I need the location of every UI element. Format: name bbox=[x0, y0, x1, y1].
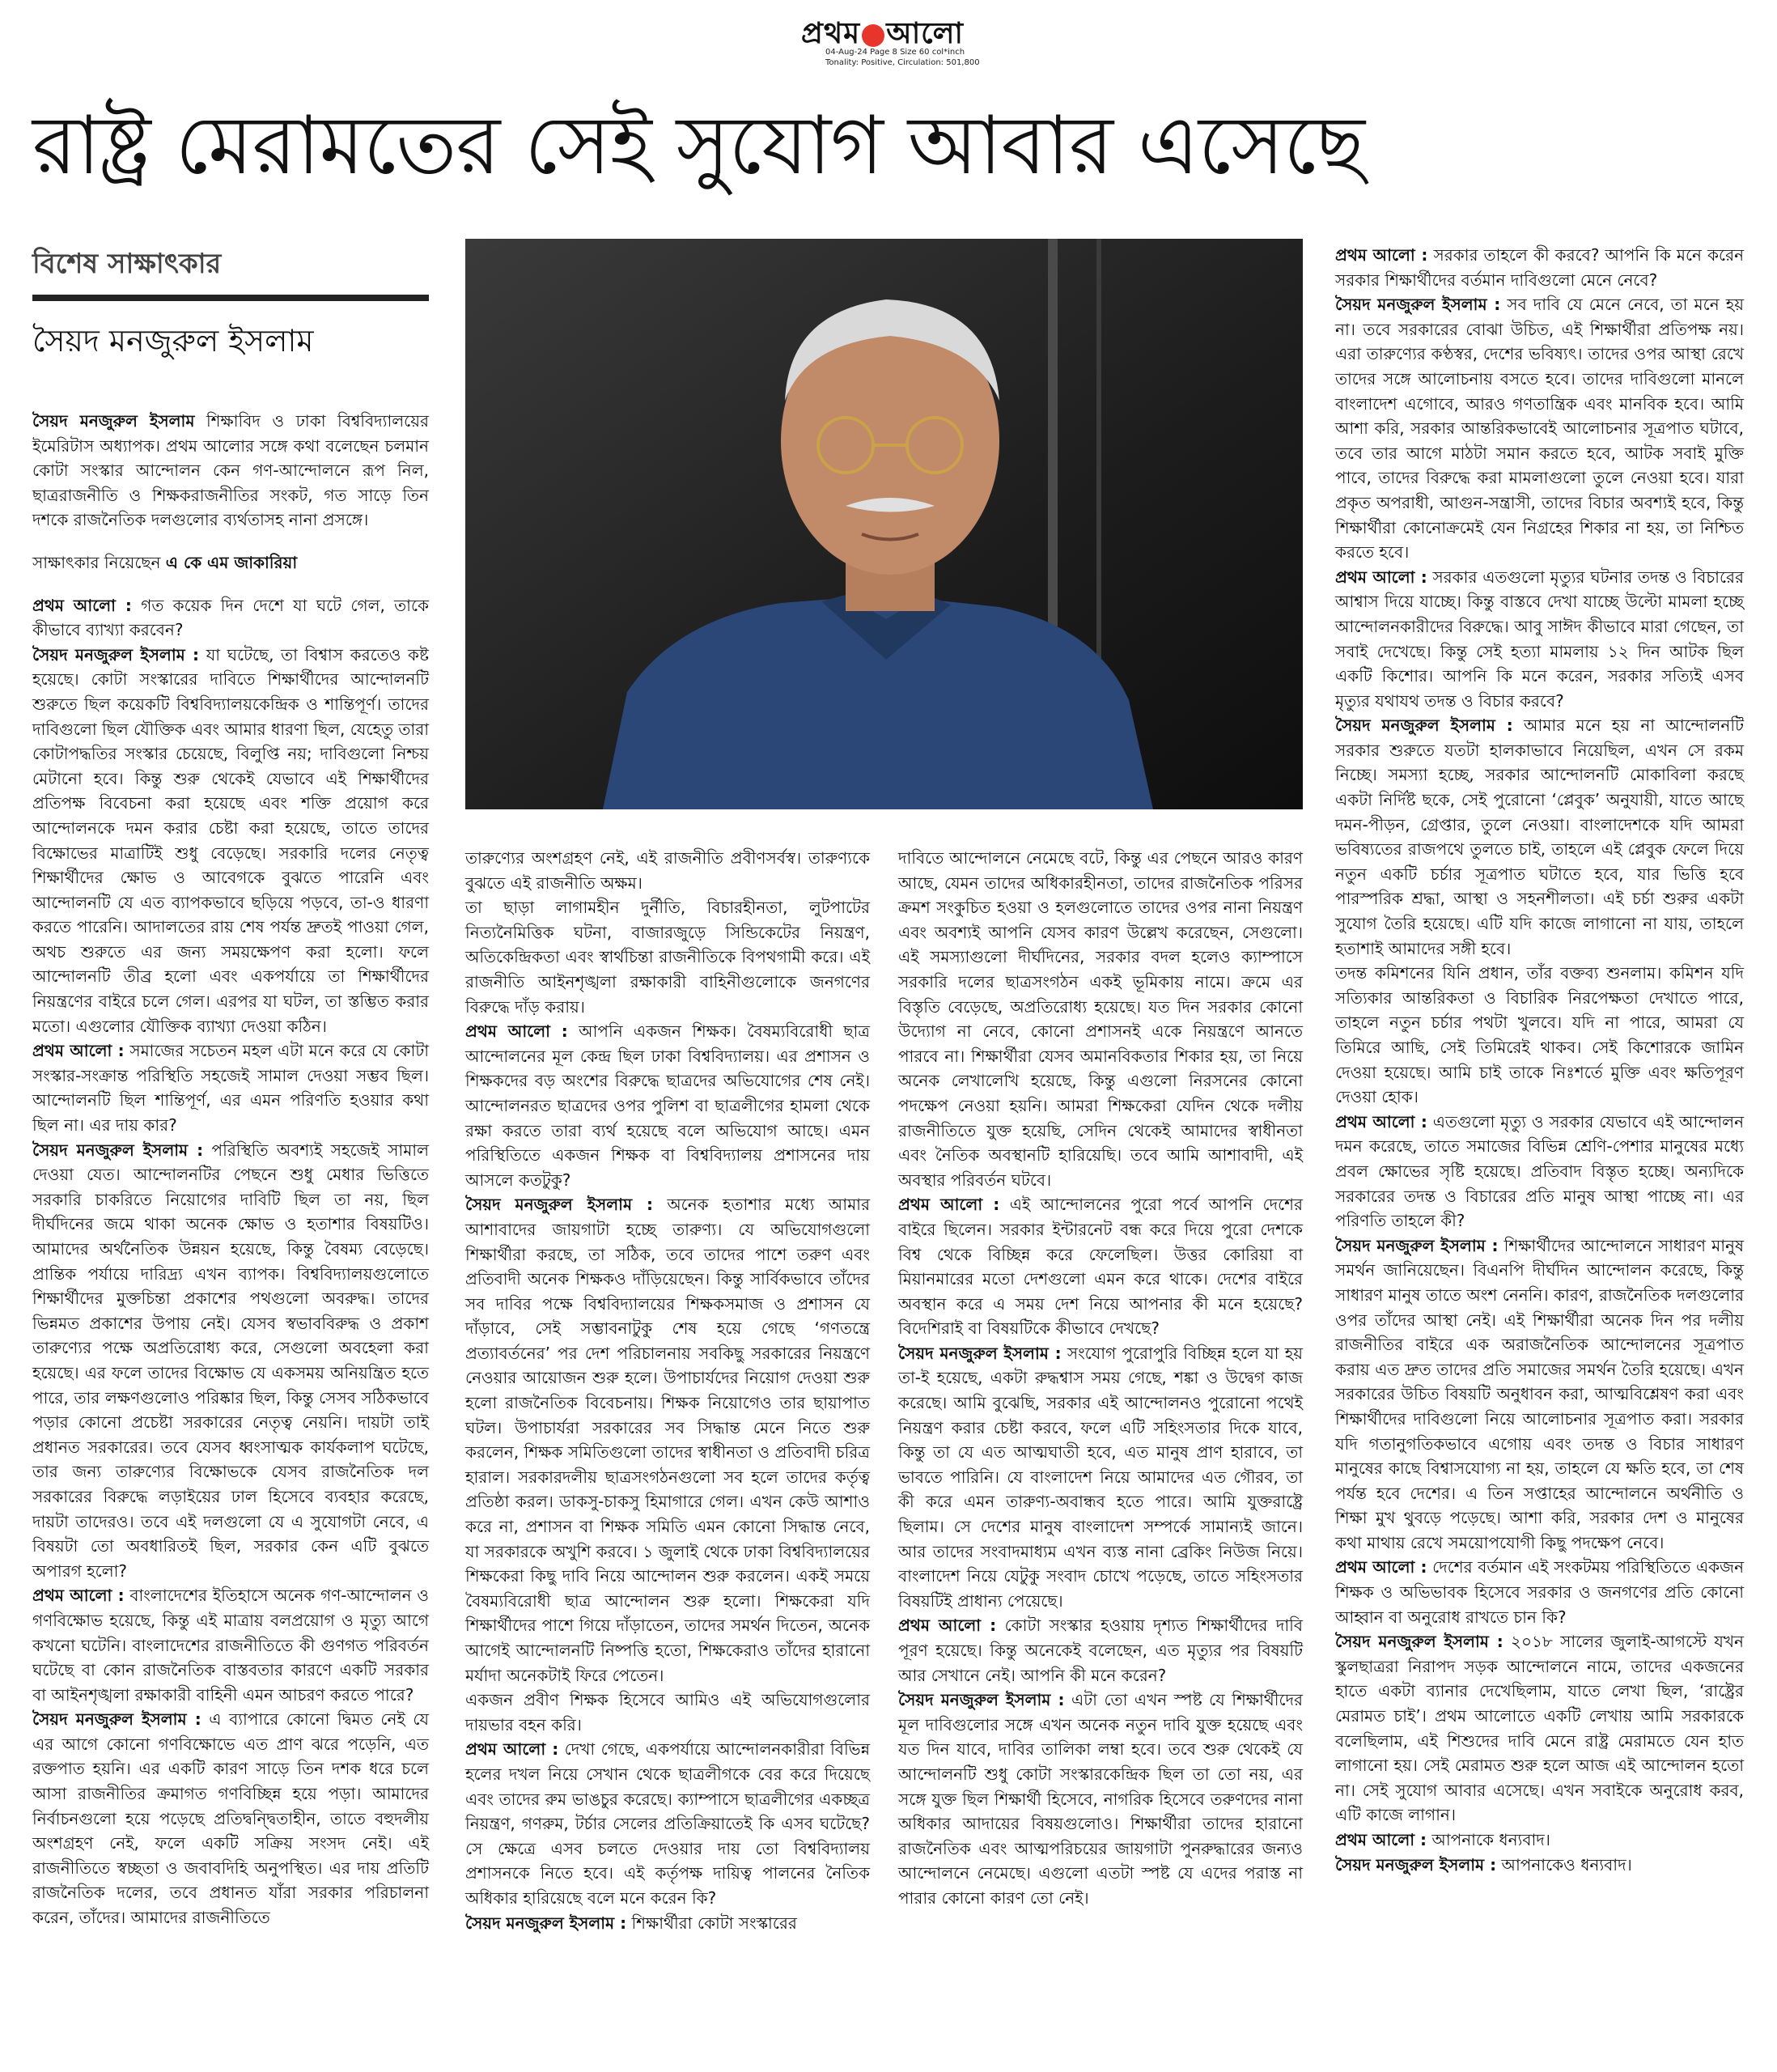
question-label: প্রথম আলো : bbox=[32, 1041, 125, 1061]
answer-paragraph bbox=[898, 1688, 1303, 1910]
answer-label: সৈয়দ মনজুরুল ইসলাম : bbox=[898, 1343, 1062, 1363]
clipping-meta bbox=[825, 47, 1003, 68]
paragraph-text: দেশের বর্তমান এই সংকটময় পরিস্থিতিতে একজন শিক্ষক ও অভিভাবক হিসেবে সরকার ও জনগণের প্রতি কোনো আহ্বান বা অনুরোধ রাখতে চান কি? bbox=[1335, 1557, 1745, 1627]
question-paragraph bbox=[898, 1613, 1303, 1688]
paragraph-text: কোটা সংস্কার হওয়ায় দৃশ্যত শিক্ষার্থীদের দাবি পূরণ হয়েছে। কিন্তু অনেকেই বলেছেন, এত মৃত্যুর পর বিষয়টি আর সেখানে নেই। আপনি কী মনে করেন? bbox=[898, 1616, 1303, 1685]
paragraph-text: শিক্ষার্থীরা কোটা সংস্কারের bbox=[631, 1913, 797, 1933]
answer-paragraph bbox=[465, 1192, 870, 1688]
answer-label: সৈয়দ মনজুরুল ইসলাম : bbox=[465, 1195, 654, 1215]
answer-paragraph bbox=[1335, 1233, 1744, 1556]
column-1 bbox=[32, 409, 429, 1930]
question-label: প্রথম আলো : bbox=[898, 1616, 997, 1636]
paragraph-text: আমার মনে হয় না আন্দোলনটি সরকার শুরুতে যতটা হালকাভাবে নিয়েছিল, এখন সে রকম নিচ্ছে। সমস্যা হচ্ছে, সরকার আন্দোলনটি মোকাবিলা করছে একটা নির্দিষ্ট ছকে, সেই পুরোনো ‘প্লেবুক’ অনুযায়ী, যাতে আছে দমন-পীড়ন, গ্রেপ্তার, তুলে নেওয়া। বাংলাদেশকে যদি আমরা ভবিষ্যতের রাজপথে তুলতে চাই, তাহলে এই প্লেবুক ফেলে দিয়ে নতুন একটি চর্চার সূত্রপাত ঘটাতে হবে, যার ভিত্তি হবে পারস্পরিক শ্রদ্ধা, আস্থা ও সহনশীলতা। এই চর্চা শুরুর একটা সুযোগ তৈরি হয়েছে। এটি যদি কাজে লাগানো না যায়, তাহলে হতাশাই আমাদের সঙ্গী হবে। bbox=[1335, 715, 1744, 958]
paragraph-text: শিক্ষার্থীদের আন্দোলনে সাধারণ মানুষ সমর্থন জানিয়েছেন। বিএনপি দীর্ঘদিন আন্দোলন করেছে, কিন্তু সাধারণ মানুষ তাতে অংশ নেননি। কারণ, রাজনৈতিক দলগুলোর ওপর তাঁদের আস্থা নেই। এই শিক্ষার্থীরা অনেক দিন পর দলীয় রাজনীতির বাইরে এক অরাজনৈতিক আন্দোলনের সূত্রপাত করায় এত দ্রুত তাদের প্রতি সমাজের সমর্থন তৈরি হয়েছে। এখন সরকারের উচিত বিষয়টি অনুধাবন করা, আত্মবিশ্লেষণ করা এবং শিক্ষার্থীদের দাবিগুলো নিয়ে আলোচনার সূত্রপাত করা। সরকার যদি গতানুগতিকভাবে এগোয় এবং তদন্ত ও বিচার সাধারণ মানুষের কাছে বিশ্বাসযোগ্য না হয়, তাহলে যে ক্ষতি হবে, তা শেষ পর্যন্ত হবে দেশের। এ তিন সপ্তাহের আন্দোলনে অর্থনীতি ও শিক্ষা মুখ থুবড়ে পড়েছে। আশা করি, সরকার দেশ ও মানুষের কথা মাথায় রেখে সময়োপযোগী কিছু পদক্ষেপ নেবে। bbox=[1335, 1235, 1744, 1552]
question-paragraph bbox=[465, 1737, 870, 1910]
answer-label: সৈয়দ মনজুরুল ইসলাম : bbox=[32, 1140, 204, 1160]
question-label: প্রথম আলো : bbox=[1335, 1111, 1427, 1132]
paragraph-text: পরিস্থিতি অবশ্যই সহজেই সামাল দেওয়া যেত। আন্দোলনটির পেছনে শুধু মেধার ভিত্তিতে সরকারি চাকরিতে নিয়োগের দাবিটি ছিল তা নয়, ছিল দীর্ঘদিনের জমে থাকা অনেক ক্ষোভ ও হতাশার বিষয়টিও। আমাদের অর্থনৈতিক উন্নয়ন হয়েছে, কিন্তু বৈষম্য বেড়েছে। প্রান্তিক পর্যায়ে দারিদ্র্য এখন ব্যাপক। বিশ্ববিদ্যালয়গুলোতে শিক্ষার্থীদের মুক্তচিন্তা প্রকাশের পথগুলো অবরুদ্ধ। তাদের ভিন্নমত প্রকাশের উপায় নেই। যেসব স্বভাববিরুদ্ধ ও প্রকাশ তারুণ্যের পক্ষে অপ্রতিরোধ্য করে, সেগুলো অবহেলা করা হয়েছে। এর ফলে তাদের বিক্ষোভ যে একসময় অনিয়ন্ত্রিত হতে পারে, তার লক্ষণগুলোও পরিষ্কার ছিল, কিন্তু সেসব সঠিকভাবে পড়ার কোনো প্রচেষ্টা সরকারের নেতৃত্ব নেয়নি। দায়টা তাই প্রধানত সরকারের। তবে যেসব ধ্বংসাত্মক কার্যকলাপ ঘটেছে, তার জন্য তারুণ্যের বিক্ষোভকে যেসব রাজনৈতিক দল সরকারের বিরুদ্ধে লড়াইয়ের ঢাল হিসেবে ব্যবহার করেছে, দায়টা তাদেরও। তবে এই দলগুলো যে এ সুযোগটা নেবে, এ বিষয়টা তো অবধারিতই ছিল, সরকার কেন এটি বুঝতে অপারগ হলো? bbox=[32, 1140, 430, 1581]
paragraph-text: সব দাবি যে মেনে নেবে, তা মনে হয় না। তবে সরকারের বোঝা উচিত, এই শিক্ষার্থীরা প্রতিপক্ষ নয়। এরা তারুণ্যের কণ্ঠস্বর, দেশের ভবিষ্যৎ। তাদের ওপর আস্থা রেখে তাদের সঙ্গে আলোচনায় বসতে হবে। তাদের দাবিগুলো মানলে বাংলাদেশ এগোবে, আরও গণতান্ত্রিক এবং মানবিক হবে। আমি আশা করি, সরকার আন্তরিকভাবেই আলোচনার সূত্রপাত ঘটাবে, তবে তার আগে মাঠটা সমান করতে হবে, আটক সবাই মুক্তি পাবে, তাদের বিরুদ্ধে করা মামলাগুলো তুলে নেওয়া হবে। যারা প্রকৃত অপরাধী, আগুন-সন্ত্রাসী, তাদের বিচার অবশ্যই হবে, কিন্তু শিক্ষার্থীরা কোনোক্রমেই যেন নিগ্রহের শিকার না হয়, তা নিশ্চিত করতে হবে। bbox=[1335, 295, 1745, 563]
answer-paragraph bbox=[1335, 1629, 1744, 1828]
question-paragraph bbox=[1335, 1555, 1744, 1629]
answer-label: সৈয়দ মনজুরুল ইসলাম : bbox=[32, 1709, 201, 1730]
question-label: প্রথম আলো : bbox=[465, 1021, 568, 1042]
answer-paragraph bbox=[898, 1341, 1303, 1614]
paragraph-text: দেখা গেছে, একপর্যায়ে আন্দোলনকারীরা বিভিন্ন হলের দখল নিয়ে সেখান থেকে ছাত্রলীগকে বের করে দিয়েছে এবং তাদের রুম ভাঙচুর করেছে। ক্যাম্পাসে ছাত্রলীগের একচ্ছত্র নিয়ন্ত্রণ, গণরুম, টর্চার সেলের প্রতিক্রিয়াতেই কি এসব ঘটেছে? সে ক্ষেত্রে এসব চলতে দেওয়ার দায় তো বিশ্ববিদ্যালয় প্রশাসনকে নিতে হবে। এই কর্তৃপক্ষ দায়িত্ব পালনের নৈতিক অধিকার হারিয়েছে বলে মনে করেন কি? bbox=[465, 1739, 870, 1908]
question-paragraph bbox=[465, 1019, 870, 1192]
paragraph-text: দাবিতে আন্দোলনে নেমেছে বটে, কিন্তু এর পেছনে আরও কারণ আছে, যেমন তাদের অধিকারহীনতা, তাদের রাজনৈতিক পরিসর ক্রমশ সংকুচিত হওয়া ও হলগুলোতে তাদের ওপর নানা নিয়ন্ত্রণ এবং অবশ্যই আপনি যেসব কারণ উল্লেখ করেছেন, সেগুলো। এই সমস্যাগুলো দীর্ঘদিনের, সরকার বদল হলেও ক্যাম্পাসে সরকারি দলের ছাত্রসংগঠন একই ভূমিকায় নামে। ক্রমে এর বিস্তৃতি বেড়েছে, অপ্রতিরোধ্য হয়েছে। যত দিন সরকার কোনো উদ্যোগ না নেবে, কোনো প্রশাসনই একে নিয়ন্ত্রণে আনতে পারবে না। শিক্ষার্থীরা যেসব অমানবিকতার শিকার হয়, তা নিয়ে অনেক লেখালেখি হয়েছে, কিন্তু এগুলো নিরসনের কোনো পদক্ষেপ নেওয়া হয়নি। আমরা শিক্ষকেরা যেদিন থেকে দলীয় রাজনীতিতে যুক্ত হয়েছি, সেদিন থেকেই আমাদের স্বাধীনতা এবং নৈতিক অবস্থানটি হারিয়েছি। তবে আমি আশাবাদী, এই অবস্থার পরিবর্তন ঘটবে। bbox=[898, 848, 1303, 1190]
paragraph-text: সমাজের সচেতন মহল এটা মনে করে যে কোটা সংস্কার-সংক্রান্ত পরিস্থিতি সহজেই সামাল দেওয়া সম্ভব ছিল। আন্দোলনটি ছিল শান্তিপূর্ণ, এর এমন পরিণতি হওয়ার কথা ছিল না। এর দায় কার? bbox=[32, 1041, 430, 1136]
byline: সৈয়দ মনজুরুল ইসলাম bbox=[32, 323, 314, 359]
answer-paragraph bbox=[1335, 292, 1744, 565]
intro-paragraph bbox=[32, 409, 429, 533]
column-4 bbox=[1335, 243, 1744, 1877]
question-paragraph bbox=[1335, 565, 1744, 714]
paragraph-text: সংযোগ পুরোপুরি বিচ্ছিন্ন হলে যা হয় তা-ই হয়েছে, একটা রুদ্ধশ্বাস সময় গেছে, শঙ্কা ও উদ্বেগ কাজ করেছে। আমি বুঝেছি, সরকার এই আন্দোলনও পুরোনো পথেই নিয়ন্ত্রণ করার চেষ্টা করবে, ফলে এটি সহিংসতার দিকে যাবে, কিন্তু তা যে এত আত্মঘাতী হবে, এত মানুষ প্রাণ হারাবে, তা ভাবতে পারিনি। যে বাংলাদেশ নিয়ে আমাদের এত গৌরব, তা কী করে এমন তারুণ্য-অবান্ধব হতে পারে। আমি যুক্তরাষ্ট্রে ছিলাম। সে দেশের মানুষ বাংলাদেশ সম্পর্কে সামান্যই জানে। আর তাদের সংবাদমাধ্যম এখন ব্যস্ত নানা ব্রেকিং নিউজ নিয়ে। বাংলাদেশ নিয়ে যেটুকু সংবাদ চোখে পড়েছে, তাতে সহিংসতার বিষয়টিই প্রাধান্য পেয়েছে। bbox=[898, 1343, 1303, 1611]
question-paragraph bbox=[1335, 243, 1744, 292]
answer-paragraph bbox=[32, 1707, 429, 1930]
question-label: প্রথম আলো : bbox=[32, 1586, 125, 1606]
headline: রাষ্ট্র মেরামতের সেই সুযোগ আবার এসেছে bbox=[32, 98, 1364, 193]
question-paragraph bbox=[32, 593, 429, 643]
intro-name: সৈয়দ মনজুরুল ইসলাম bbox=[32, 411, 195, 431]
paragraph-text: তা ছাড়া লাগামহীন দুর্নীতি, বিচারহীনতা, লুটপাটের নিত্যনৈমিত্তিক ঘটনা, বাজারজুড়ে সিন্ডিকেটের নিয়ন্ত্রণ, অতিকেন্দ্রিকতা এবং স্বার্থচিন্তা রাজনীতিকে বিপথগামী করে। এই রাজনীতি আইনশৃঙ্খলা রক্ষাকারী বাহিনীগুলোকে জনগণের বিরুদ্ধে দাঁড় করায়। bbox=[465, 898, 870, 1017]
paragraph-text: বাংলাদেশের ইতিহাসে অনেক গণ-আন্দোলন ও গণবিক্ষোভ হয়েছে, কিন্তু এই মাত্রায় বলপ্রয়োগ ও মৃত্যু আগে কখনো ঘটেনি। বাংলাদেশের রাজনীতিতে কী গুণগত পরিবর্তন ঘটেছে বা কোন রাজনৈতিক বাস্তবতার কারণে একটি সরকার বা আইনশৃঙ্খলা রক্ষাকারী বাহিনী এমন আচরণ করতে পারে? bbox=[32, 1586, 429, 1705]
answer-label: সৈয়দ মনজুরুল ইসলাম : bbox=[1335, 1235, 1499, 1255]
answer-paragraph bbox=[32, 1138, 429, 1584]
answer-paragraph bbox=[465, 1911, 870, 1936]
paragraph-text: সরকার তাহলে কী করবে? আপনি কি মনে করেন সরকার শিক্ষার্থীদের বর্তমান দাবিগুলো মেনে নেবে? bbox=[1335, 245, 1745, 290]
portrait-illustration bbox=[465, 239, 1303, 809]
question-label: প্রথম আলো : bbox=[1335, 1830, 1427, 1849]
portrait-photo bbox=[465, 239, 1303, 809]
paragraph-text: এতগুলো মৃত্যু ও সরকার যেভাবে এই আন্দোলন দমন করেছে, তাতে সমাজের বিভিন্ন শ্রেণি-পেশার মানুষের মধ্যে প্রবল ক্ষোভের সৃষ্টি হয়েছে। প্রতিবাদ বিস্তৃত হচ্ছে। অন্যদিকে সরকারের তদন্ত ও বিচারের প্রতি মানুষ আস্থা পাচ্ছে না। এর পরিণতি তাহলে কী? bbox=[1335, 1111, 1745, 1231]
answer-label: সৈয়দ মনজুরুল ইসলাম : bbox=[1335, 1632, 1503, 1652]
answer-paragraph bbox=[1335, 1853, 1744, 1878]
column-2 bbox=[465, 846, 870, 1935]
intro-credit-prefix: সাক্ষাৎকার নিয়েছেন bbox=[32, 552, 166, 572]
question-label: প্রথম আলো : bbox=[32, 595, 132, 615]
masthead-name-left: প্রথম bbox=[801, 16, 861, 50]
paragraph-text: এ ব্যাপারে কোনো দ্বিমত নেই যে এর আগে কোনো গণবিক্ষোভে এত প্রাণ ঝরে পড়েনি, এত রক্তপাত হয়নি। এর একটি কারণ সাড়ে তিন দশক ধরে চলে আসা রাজনীতির ক্রমাগত গণবিচ্ছিন্ন হয়ে পড়া। আমাদের নির্বাচনগুলো হয়ে পড়েছে প্রতিদ্বন্দ্বিতাহীন, তাতে বহুদলীয় অংশগ্রহণ নেই, ফলে একটি সক্রিয় সংসদ নেই। এই রাজনীতিতে স্বচ্ছতা ও জবাবদিহি অনুপস্থিত। এর দায় প্রতিটি রাজনৈতিক দলের, তবে প্রধানত যাঁরা সরকার পরিচালনা করেন, তাঁদের। আমাদের রাজনীতিতে bbox=[32, 1709, 429, 1928]
clipping-meta-line2: Tonality: Positive, Circulation: 501,800 bbox=[825, 58, 980, 67]
sun-icon bbox=[862, 24, 884, 47]
question-label: প্রথম আলো : bbox=[465, 1739, 559, 1760]
masthead-logo bbox=[801, 11, 987, 50]
kicker: বিশেষ সাক্ষাৎকার bbox=[32, 248, 222, 280]
answer-label: সৈয়দ মনজুরুল ইসলাম : bbox=[465, 1913, 627, 1933]
paragraph-text: সরকার এতগুলো মৃত্যুর ঘটনার তদন্ত ও বিচারের আশ্বাস দিয়ে যাচ্ছে। কিন্তু বাস্তবে দেখা যাচ্ছে উল্টো মামলা হচ্ছে আন্দোলনকারীদের বিরুদ্ধে। আবু সাঈদ কীভাবে মারা গেছেন, তা সবাই দেখেছে। কিন্তু সেই হত্যা মামলায় ১২ দিন আটক ছিল একটি কিশোর। আপনি কি মনে করেন, সরকার সত্যিই এসব মৃত্যুর যথাযথ তদন্ত ও বিচার করবে? bbox=[1335, 567, 1744, 711]
answer-label: সৈয়দ মনজুরুল ইসলাম : bbox=[898, 1690, 1065, 1710]
answer-paragraph bbox=[1335, 713, 1744, 961]
question-paragraph bbox=[898, 1192, 1303, 1341]
question-label: প্রথম আলো : bbox=[1335, 1557, 1427, 1577]
question-label: প্রথম আলো : bbox=[1335, 245, 1428, 265]
answer-label: সৈয়দ মনজুরুল ইসলাম : bbox=[1335, 295, 1501, 315]
paragraph-text: গত কয়েক দিন দেশে যা ঘটে গেল, তাকে কীভাবে ব্যাখ্যা করবেন? bbox=[32, 595, 429, 640]
clipping-meta-line1: 04-Aug-24 Page 8 Size 60 col*inch bbox=[825, 48, 965, 57]
paragraph-text: এটা তো এখন স্পষ্ট যে শিক্ষার্থীদের মূল দাবিগুলোর সঙ্গে এখন অনেক নতুন দাবি যুক্ত হয়েছে এবং যত দিন যাবে, দাবির তালিকা লম্বা হবে। তবে শুরু থেকেই যে আন্দোলনটি শুধু কোটা সংস্কারকেন্দ্রিক ছিল তা তো নয়, এর সঙ্গে যুক্ত ছিল শিক্ষার্থী হিসেবে, নাগরিক হিসেবে তরুণদের নানা অধিকার আদায়ের বিষয়গুলোও। শিক্ষার্থীরা তাদের হারানো রাজনৈতিক এবং আত্মপরিচয়ের জায়গাটা পুনরুদ্ধারের জন্যও আন্দোলনে নেমেছে। এগুলো এতটা স্পষ্ট যে এদের পরাস্ত না পারার কোনো কারণ তো নেই। bbox=[898, 1690, 1303, 1908]
masthead-name-right: আলো bbox=[886, 16, 964, 50]
answer-label: সৈয়দ মনজুরুল ইসলাম : bbox=[1335, 1854, 1497, 1875]
paragraph-text: আপনাকেও ধন্যবাদ। bbox=[1501, 1854, 1632, 1875]
answer-paragraph bbox=[465, 1688, 870, 1737]
answer-paragraph bbox=[32, 643, 429, 1039]
intro-text: শিক্ষাবিদ ও ঢাকা বিশ্ববিদ্যালয়ের ইমেরিটাস অধ্যাপক। প্রথম আলোর সঙ্গে কথা বলেছেন চলমান কোটা সংস্কার আন্দোলন কেন গণ-আন্দোলনে রূপ নিল, ছাত্ররাজনীতি ও শিক্ষকরাজনীতির সংকট, গত সাড়ে তিন দশকে রাজনৈতিক দলগুলোর ব্যর্থতাসহ নানা প্রসঙ্গে। bbox=[32, 411, 429, 530]
kicker-rule bbox=[32, 295, 429, 301]
paragraph-text: এই আন্দোলনের পুরো পর্বে আপনি দেশের বাইরে ছিলেন। সরকার ইন্টারনেট বন্ধ করে দিয়ে পুরো দেশকে বিশ্ব থেকে বিচ্ছিন্ন করে ফেলেছিল। উত্তর কোরিয়া বা মিয়ানমারের মতো দেশগুলো এমন করে থাকে। দেশের বাইরে অবস্থান করে এ সময় দেশ নিয়ে আপনার কী মনে হয়েছে? বিদেশিরাই বা বিষয়টিকে কীভাবে দেখছে? bbox=[898, 1195, 1303, 1339]
question-paragraph bbox=[1335, 1110, 1744, 1233]
paragraph-text: একজন প্রবীণ শিক্ষক হিসেবে আমিও এই অভিযোগগুলোর দায়ভার বহন করি। bbox=[465, 1690, 870, 1734]
question-label: প্রথম আলো : bbox=[1335, 567, 1427, 587]
question-label: প্রথম আলো : bbox=[898, 1195, 1000, 1215]
intro-credit bbox=[32, 550, 429, 575]
interviewer-name: এ কে এম জাকারিয়া bbox=[165, 552, 298, 572]
paragraph-text: আপনি একজন শিক্ষক। বৈষম্যবিরোধী ছাত্র আন্দোলনের মূল কেন্দ্র ছিল ঢাকা বিশ্ববিদ্যালয়। এর প্রশাসন ও শিক্ষকদের বড় অংশের বিরুদ্ধে ছাত্রদের অভিযোগের শেষ নেই। আন্দোলনরত ছাত্রদের ওপর পুলিশ বা ছাত্রলীগের হামলা থেকে রক্ষা করতে তারা ব্যর্থ হয়েছে বলে অভিযোগ আছে। এমন পরিস্থিতিতে একজন শিক্ষক বা বিশ্ববিদ্যালয় প্রশাসনের দায় আসলে কতটুকু? bbox=[465, 1021, 871, 1190]
answer-paragraph bbox=[1335, 961, 1744, 1110]
column-3 bbox=[898, 846, 1303, 1911]
paragraph-text: অনেক হতাশার মধ্যে আমার আশাবাদের জায়গাটা হচ্ছে তারুণ্য। যে অভিযোগগুলো শিক্ষার্থীরা করছে, তা সঠিক, তবে তাদের পাশে তরুণ এবং প্রতিবাদী অনেক শিক্ষকও দাঁড়িয়েছেন। কিন্তু সার্বিকভাবে তাঁদের সব দাবির পক্ষে বিশ্ববিদ্যালয়ের শিক্ষকসমাজ ও প্রশাসন যে দাঁড়াবে, সেই সম্ভাবনাটুকু শেষ হয়ে গেছে ‘গণতন্ত্রে প্রত্যাবর্তনের’ পর দেশ পরিচালনায় সবকিছু সরকারের নিয়ন্ত্রণে নেওয়ার আয়োজন শুরু হলে। উপাচার্যদের নিয়োগ দেওয়া শুরু হলো রাজনৈতিক বিবেচনায়। শিক্ষক নিয়োগেও তার ছায়াপাত ঘটল। উপাচার্যরা সরকারের সব সিদ্ধান্ত মেনে নিতে শুরু করলেন, শিক্ষক সমিতিগুলো তাদের স্বাধীনতা ও প্রতিবাদী চরিত্র হারাল। সরকারদলীয় ছাত্রসংগঠনগুলো সব হলে তাদের কর্তৃত্ব প্রতিষ্ঠা করল। ডাকসু-চাকসু হিমাগারে গেল। এখন কেউ আশাও করে না, প্রশাসন বা শিক্ষক সমিতি এমন কোনো সিদ্ধান্ত নেবে, যা সরকারকে অখুশি করবে। ১ জুলাই থেকে ঢাকা বিশ্ববিদ্যালয়ের শিক্ষকেরা কিছু দাবি নিয়ে আন্দোলন শুরু করলেন। একই সময়ে বৈষম্যবিরোধী ছাত্র আন্দোলন শুরু হলো। শিক্ষকেরা যদি শিক্ষার্থীদের পাশে গিয়ে দাঁড়াতেন, তাদের সমর্থন দিতেন, অনেক আগেই আন্দোলনটি নিষ্পত্তি হতো, শিক্ষকেরাও তাঁদের হারানো মর্যাদা অনেকটাই ফিরে পেতেন। bbox=[465, 1195, 870, 1685]
paragraph-text: আপনাকে ধন্যবাদ। bbox=[1431, 1830, 1550, 1849]
paragraph-text: ২০১৮ সালের জুলাই-আগস্টে যখন স্কুলছাত্ররা নিরাপদ সড়ক আন্দোলনে নামে, তাদের একজনের হাতে একটা ব্যানার দেখেছিলাম, যাতে লেখা ছিল, ‘রাষ্ট্রের মেরামত চাই’। প্রথম আলোতে একটি লেখায় আমি সরকারকে বলেছিলাম, এই শিশুদের দাবি মেনে রাষ্ট্র মেরামতে যেন হাত লাগানো হয়। সেই মেরামত শুরু হলে আজ এই আন্দোলন হতো না। সেই সুযোগ আবার এসেছে। এখন সবাইকে অনুরোধ করব, এটি কাজে লাগান। bbox=[1335, 1632, 1744, 1825]
paragraph-text: তদন্ত কমিশনের যিনি প্রধান, তাঁর বক্তব্য শুনলাম। কমিশন যদি সত্যিকার আন্তরিকতা ও বিচারিক নিরপেক্ষতা দেখাতে পারে, তাহলে নতুন চর্চার পথটা খুলবে। যদি না পারে, আমরা যে তিমিরে আছি, সেই তিমিরেই থাকব। সেই কিশোরকে জামিন দেওয়া হয়েছে। আমি চাই তাকে নিঃশর্তে মুক্তি এবং ক্ষতিপূরণ দেওয়া হোক। bbox=[1335, 963, 1744, 1107]
question-paragraph bbox=[1335, 1828, 1744, 1853]
paragraph-text: যা ঘটেছে, তা বিশ্বাস করতেও কষ্ট হয়েছে। কোটা সংস্কারের দাবিতে শিক্ষার্থীদের আন্দোলনটি শুরুতে ছিল কয়েকটি বিশ্ববিদ্যালয়কেন্দ্রিক ও শান্তিপূর্ণ। তাদের দাবিগুলো ছিল যৌক্তিক এবং আমার ধারণা ছিল, যেহেতু তারা কোটাপদ্ধতির সংস্কার চেয়েছে, বিলুপ্তি নয়; দাবিগুলো নিশ্চয় মেটানো হবে। কিন্তু শুরু থেকেই যেভাবে এই শিক্ষার্থীদের প্রতিপক্ষ বিবেচনা করা হয়েছে এবং শক্তি প্রয়োগ করে আন্দোলনকে দমন করার চেষ্টা করা হয়েছে, তাতে তাদের বিক্ষোভের মাত্রাটিই শুধু বেড়েছে। সরকারি দলের নেতৃত্ব শিক্ষার্থীদের ক্ষোভ ও আবেগকে বুঝতে পারেনি এবং আন্দোলনটি যে এত ব্যাপকভাবে ছড়িয়ে পড়বে, তা-ও ধারণা করতে পারেনি। আদালতের রায় শেষ পর্যন্ত দ্রুতই পাওয়া গেল, অথচ শুরুতে এর জন্য সময়ক্ষেপণ করা হলো। ফলে আন্দোলনটি তীব্র হলো এবং একপর্যায়ে তা শিক্ষার্থীদের নিয়ন্ত্রণের বাইরে চলে গেল। এরপর যা ঘটল, তা স্তম্ভিত করার মতো। এগুলোর যৌক্তিক ব্যাখ্যা দেওয়া কঠিন। bbox=[32, 644, 429, 1036]
answer-paragraph bbox=[465, 895, 870, 1019]
question-paragraph bbox=[32, 1038, 429, 1137]
answer-continuation bbox=[898, 846, 1303, 1192]
answer-label: সৈয়দ মনজুরুল ইসলাম : bbox=[1335, 715, 1513, 736]
question-paragraph bbox=[32, 1583, 429, 1707]
answer-continuation bbox=[465, 846, 870, 895]
paragraph-text: তারুণ্যের অংশগ্রহণ নেই, এই রাজনীতি প্রবীণসর্বস্ব। তারুণ্যকে বুঝতে এই রাজনীতি অক্ষম। bbox=[465, 848, 870, 893]
answer-label: সৈয়দ মনজুরুল ইসলাম : bbox=[32, 644, 200, 664]
